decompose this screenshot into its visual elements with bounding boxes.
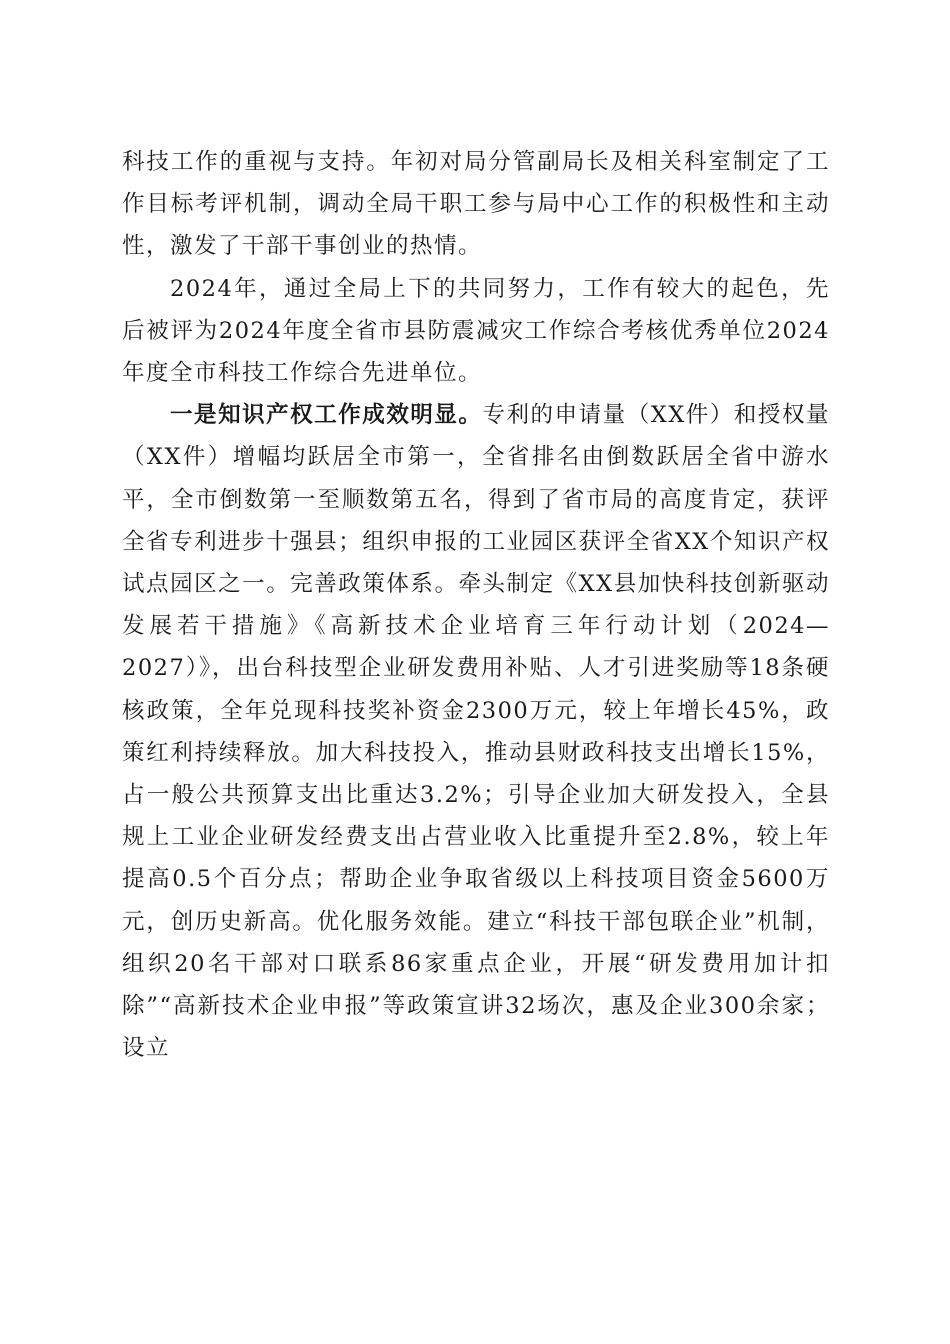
paragraph-continuation bbox=[122, 141, 830, 268]
paragraph-text: 2024年，通过全局上下的共同努力，工作有较大的起色，先后被评为2024年度全省市县防震减灾工作综合考核优秀单位2024年度全市科技工作综合先进单位。 bbox=[122, 275, 830, 387]
paragraph-text: 科技工作的重视与支持。年初对局分管副局长及相关科室制定了工作目标考评机制，调动全局干职工参与局中心工作的积极性和主动性，激发了干部干事创业的热情。 bbox=[122, 149, 830, 260]
document-body bbox=[122, 141, 830, 1069]
paragraph-ip-work bbox=[122, 394, 830, 1069]
paragraph-text: 专利的申请量（XX件）和授权量（XX件）增幅均跃居全市第一，全省排名由倒数跃居全省中游水平，全市倒数第一至顺数第五名，得到了省市局的高度肯定，获评全省专利进步十强县；组织申报的工业园区获评全省XX个知识产权试点园区之一。完善政策体系。牵头制定《XX县加快科技创新驱动发展若干措施》《高新技术企业培育三年行动计划（2024—2027）》，出台科技型企业研发费用补贴、人才引进奖励等18条硬核政策，全年兑现科技奖补资金2300万元，较上年增长45%，政策红利持续释放。加大科技投入，推动县财政科技支出增长15%，占一般公共预算支出比重达3.2%；引导企业加大研发投入，全县规上工业企业研发经费支出占营业收入比重提升至2.8%，较上年提高0.5个百分点；帮助企业争取省级以上科技项目资金5600万元，创历史新高。优化服务效能。建立“科技干部包联企业”机制，组织20名干部对口联系86家重点企业，开展“研发费用加计扣除”“高新技术企业申报”等政策宣讲32场次，惠及企业300余家；设立 bbox=[122, 402, 830, 1062]
paragraph-2024-summary bbox=[122, 268, 830, 395]
paragraph-heading: 一是知识产权工作成效明显。 bbox=[170, 402, 483, 429]
